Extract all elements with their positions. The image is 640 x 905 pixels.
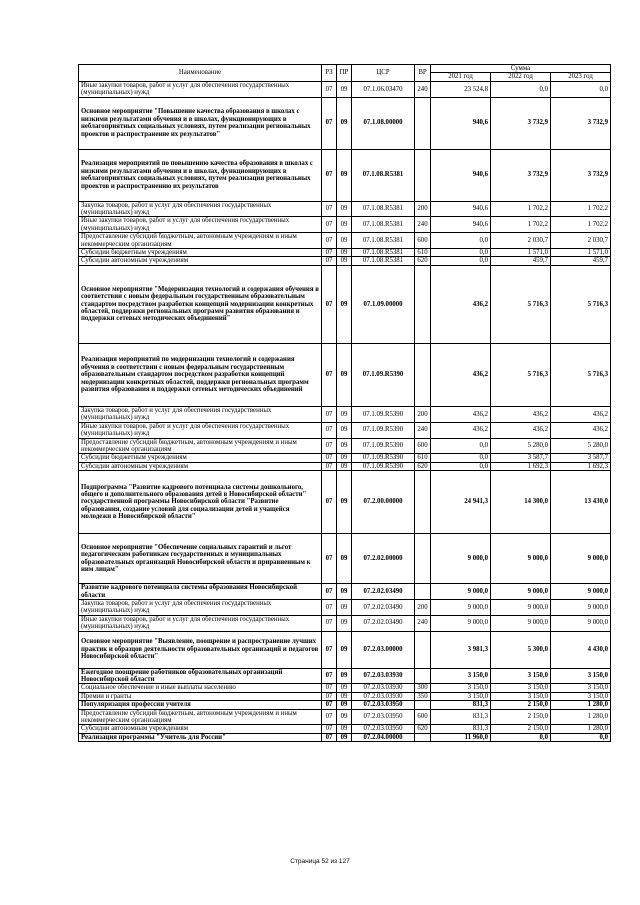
table-row [79, 422, 611, 438]
row-vr: 600 [415, 438, 431, 454]
header-year-2023: 2023 год [551, 73, 611, 81]
row-sum-2023: 5 716,3 [551, 265, 611, 343]
row-csr: 07.2.03.03930 [352, 692, 415, 700]
row-pr: 09 [337, 725, 352, 733]
row-sum-2022: 2 150,0 [491, 725, 551, 733]
table-row [79, 462, 611, 470]
row-csr: 07.1.06.03470 [352, 81, 415, 97]
row-vr [415, 265, 431, 343]
row-vr: 610 [415, 249, 431, 257]
row-sum-2021: 436,2 [431, 265, 491, 343]
row-name: Ежегодное поощрение работников образовательных организаций Новосибирской области [79, 668, 322, 684]
row-vr: 600 [415, 233, 431, 249]
table-row [79, 233, 611, 249]
table-row [79, 709, 611, 725]
row-pr: 09 [337, 257, 352, 265]
budget-table [78, 64, 611, 742]
row-sum-2023: 4 430,0 [551, 631, 611, 668]
row-sum-2022: 5 716,3 [491, 265, 551, 343]
row-vr: 200 [415, 406, 431, 422]
row-csr: 07.2.03.03930 [352, 684, 415, 692]
row-pr: 09 [337, 422, 352, 438]
row-sum-2023: 9 000,0 [551, 599, 611, 615]
row-csr: 07.2.02.00000 [352, 534, 415, 584]
row-pr: 09 [337, 201, 352, 217]
row-sum-2021: 0,0 [431, 454, 491, 462]
row-csr: 07.2.03.03930 [352, 668, 415, 684]
row-rz: 07 [322, 438, 337, 454]
row-vr: 240 [415, 615, 431, 631]
row-name: Основное мероприятие "Повышение качества образования в школах с низкими результатами обучения и в школах, функционирующих в неблагоприятных социальных условиях, путем реализации региональных проектов и распространение их результатов" [79, 97, 322, 149]
table-row [79, 201, 611, 217]
row-vr [415, 733, 431, 741]
row-name: Субсидии бюджетным учреждениям [79, 454, 322, 462]
table-row [79, 733, 611, 741]
row-sum-2022: 436,2 [491, 406, 551, 422]
row-rz: 07 [322, 343, 337, 406]
table-row [79, 725, 611, 733]
row-sum-2023: 0,0 [551, 81, 611, 97]
row-vr [415, 701, 431, 709]
row-sum-2022: 1 702,2 [491, 217, 551, 233]
row-name: Субсидии бюджетным учреждениям [79, 249, 322, 257]
row-vr [415, 343, 431, 406]
row-vr [415, 631, 431, 668]
table-row [79, 471, 611, 534]
row-sum-2021: 3 150,0 [431, 684, 491, 692]
row-vr: 300 [415, 684, 431, 692]
row-sum-2023: 1 702,2 [551, 201, 611, 217]
page-number: Страница 52 из 127 [290, 858, 350, 865]
row-name: Реализация мероприятий по повышению качества образования в школах с низкими результатами обучения и в школах, функционирующих в неблагоприятных социальных условиях, путем реализации региональных проектов и распространению их результатов [79, 149, 322, 201]
row-sum-2021: 3 981,3 [431, 631, 491, 668]
row-csr: 07.1.09.R5390 [352, 343, 415, 406]
row-rz: 07 [322, 201, 337, 217]
table-row [79, 81, 611, 97]
row-sum-2022: 3 732,9 [491, 97, 551, 149]
row-pr: 09 [337, 471, 352, 534]
row-name: Основное мероприятие "Выявление, поощрение и распространение лучших практик и образцов деятельности образовательных организаций и педагогов Новосибирской области" [79, 631, 322, 668]
row-rz: 07 [322, 249, 337, 257]
row-csr: 07.1.09.R5390 [352, 454, 415, 462]
row-pr: 09 [337, 701, 352, 709]
row-sum-2023: 459,7 [551, 257, 611, 265]
row-sum-2022: 3 732,9 [491, 149, 551, 201]
row-sum-2022: 1 692,3 [491, 462, 551, 470]
row-csr: 07.2.02.03490 [352, 599, 415, 615]
row-csr: 07.1.09.R5390 [352, 406, 415, 422]
row-sum-2023: 1 280,0 [551, 709, 611, 725]
row-sum-2021: 23 524,8 [431, 81, 491, 97]
row-sum-2021: 436,2 [431, 422, 491, 438]
row-rz: 07 [322, 406, 337, 422]
row-vr: 200 [415, 201, 431, 217]
row-csr: 07.2.02.03490 [352, 615, 415, 631]
table-row [79, 584, 611, 600]
row-pr: 09 [337, 233, 352, 249]
table-row [79, 265, 611, 343]
row-sum-2022: 9 000,0 [491, 534, 551, 584]
row-rz: 07 [322, 471, 337, 534]
row-sum-2023: 3 587,7 [551, 454, 611, 462]
row-sum-2023: 13 430,0 [551, 471, 611, 534]
row-csr: 07.1.08.R5381 [352, 233, 415, 249]
row-sum-2021: 3 150,0 [431, 692, 491, 700]
row-rz: 07 [322, 81, 337, 97]
row-pr: 09 [337, 692, 352, 700]
row-pr: 09 [337, 249, 352, 257]
row-pr: 09 [337, 668, 352, 684]
row-rz: 07 [322, 97, 337, 149]
header-csr: ЦСР [352, 65, 415, 82]
row-sum-2022: 3 150,0 [491, 668, 551, 684]
row-rz: 07 [322, 599, 337, 615]
header-pr: ПР [337, 65, 352, 82]
row-sum-2023: 436,2 [551, 406, 611, 422]
row-vr: 240 [415, 217, 431, 233]
row-sum-2023: 1 702,2 [551, 217, 611, 233]
row-name: Закупка товаров, работ и услуг для обеспечения государственных (муниципальных) нужд [79, 406, 322, 422]
row-sum-2023: 3 150,0 [551, 668, 611, 684]
row-vr: 240 [415, 422, 431, 438]
table-row [79, 438, 611, 454]
row-sum-2021: 0,0 [431, 438, 491, 454]
row-sum-2022: 2 030,7 [491, 233, 551, 249]
row-pr: 09 [337, 265, 352, 343]
row-sum-2023: 1 692,3 [551, 462, 611, 470]
row-rz: 07 [322, 462, 337, 470]
row-sum-2021: 11 960,0 [431, 733, 491, 741]
row-rz: 07 [322, 217, 337, 233]
row-vr: 620 [415, 462, 431, 470]
row-sum-2022: 14 300,0 [491, 471, 551, 534]
header-sum: Сумма [431, 65, 611, 73]
row-sum-2021: 3 150,0 [431, 668, 491, 684]
row-sum-2021: 436,2 [431, 343, 491, 406]
row-name: Субсидии автономным учреждениям [79, 725, 322, 733]
row-pr: 09 [337, 684, 352, 692]
table-row [79, 692, 611, 700]
row-pr: 09 [337, 534, 352, 584]
row-csr: 07.2.03.03950 [352, 701, 415, 709]
row-csr: 07.1.09.00000 [352, 265, 415, 343]
row-pr: 09 [337, 584, 352, 600]
row-sum-2023: 5 280,0 [551, 438, 611, 454]
row-sum-2021: 9 000,0 [431, 615, 491, 631]
row-sum-2021: 24 941,3 [431, 471, 491, 534]
row-vr: 600 [415, 709, 431, 725]
row-pr: 09 [337, 615, 352, 631]
row-sum-2023: 1 280,0 [551, 701, 611, 709]
row-sum-2022: 9 000,0 [491, 615, 551, 631]
row-name: Популяризация профессии учителя [79, 701, 322, 709]
row-vr: 610 [415, 454, 431, 462]
row-pr: 09 [337, 217, 352, 233]
row-csr: 07.1.08.R5381 [352, 201, 415, 217]
row-sum-2023: 3 150,0 [551, 684, 611, 692]
row-sum-2022: 436,2 [491, 422, 551, 438]
row-name: Подпрограмма "Развитие кадрового потенциала системы дошкольного, общего и дополнительного образования детей в Новосибирской области" государственной программы Новосибирской области "Развитие образования, создание условий для социализации детей и учащейся молодежи в Новосибирской области" [79, 471, 322, 534]
row-rz: 07 [322, 584, 337, 600]
row-vr [415, 149, 431, 201]
row-vr [415, 584, 431, 600]
row-csr: 07.1.08.R5381 [352, 149, 415, 201]
row-rz: 07 [322, 684, 337, 692]
row-vr [415, 534, 431, 584]
row-rz: 07 [322, 725, 337, 733]
row-sum-2022: 5 280,0 [491, 438, 551, 454]
row-csr: 07.2.00.00000 [352, 471, 415, 534]
row-csr: 07.1.08.R5381 [352, 257, 415, 265]
row-pr: 09 [337, 631, 352, 668]
row-pr: 09 [337, 438, 352, 454]
row-vr: 620 [415, 725, 431, 733]
row-rz: 07 [322, 733, 337, 741]
row-name: Закупка товаров, работ и услуг для обеспечения государственных (муниципальных) нужд [79, 201, 322, 217]
row-name: Закупка товаров, работ и услуг для обеспечения государственных (муниципальных) нужд [79, 599, 322, 615]
row-rz: 07 [322, 454, 337, 462]
row-rz: 07 [322, 422, 337, 438]
row-sum-2022: 1 702,2 [491, 201, 551, 217]
row-rz: 07 [322, 615, 337, 631]
table-row [79, 534, 611, 584]
row-pr: 09 [337, 97, 352, 149]
row-name: Иные закупки товаров, работ и услуг для обеспечения государственных (муниципальных) нужд [79, 217, 322, 233]
row-rz: 07 [322, 701, 337, 709]
header-year-2022: 2022 год [491, 73, 551, 81]
table-row [79, 406, 611, 422]
row-pr: 09 [337, 462, 352, 470]
row-vr: 350 [415, 692, 431, 700]
row-rz: 07 [322, 631, 337, 668]
row-sum-2023: 9 000,0 [551, 615, 611, 631]
table-row [79, 668, 611, 684]
row-sum-2023: 3 732,9 [551, 97, 611, 149]
row-name: Предоставление субсидий бюджетным, автономным учреждениям и иным некоммерческим организациям [79, 233, 322, 249]
row-csr: 07.1.09.R5390 [352, 462, 415, 470]
row-sum-2022: 5 716,3 [491, 343, 551, 406]
row-name: Субсидии автономным учреждениям [79, 462, 322, 470]
row-sum-2021: 940,6 [431, 149, 491, 201]
row-sum-2021: 831,3 [431, 725, 491, 733]
row-name: Социальное обеспечение и иные выплаты населению [79, 684, 322, 692]
row-name: Премии и гранты [79, 692, 322, 700]
row-sum-2023: 1 280,0 [551, 725, 611, 733]
row-sum-2021: 940,6 [431, 217, 491, 233]
row-name: Реализация программы "Учитель для России" [79, 733, 322, 741]
row-csr: 07.2.04.00000 [352, 733, 415, 741]
row-sum-2021: 9 000,0 [431, 584, 491, 600]
row-sum-2023: 9 000,0 [551, 534, 611, 584]
row-sum-2023: 3 150,0 [551, 692, 611, 700]
row-vr [415, 668, 431, 684]
row-name: Иные закупки товаров, работ и услуг для обеспечения государственных (муниципальных) нужд [79, 615, 322, 631]
header-year-2021: 2021 год [431, 73, 491, 81]
row-sum-2021: 831,3 [431, 701, 491, 709]
row-vr: 240 [415, 81, 431, 97]
row-csr: 07.1.09.R5390 [352, 422, 415, 438]
row-rz: 07 [322, 233, 337, 249]
table-row [79, 701, 611, 709]
row-sum-2022: 3 587,7 [491, 454, 551, 462]
table-row [79, 257, 611, 265]
row-vr [415, 471, 431, 534]
row-sum-2022: 0,0 [491, 733, 551, 741]
row-sum-2021: 940,6 [431, 201, 491, 217]
row-sum-2021: 436,2 [431, 406, 491, 422]
row-name: Иные закупки товаров, работ и услуг для обеспечения государственных (муниципальных) нужд [79, 81, 322, 97]
row-sum-2022: 9 000,0 [491, 584, 551, 600]
row-name: Предоставление субсидий бюджетным, автономным учреждениям и иным некоммерческим организациям [79, 438, 322, 454]
row-sum-2021: 0,0 [431, 249, 491, 257]
row-rz: 07 [322, 709, 337, 725]
row-sum-2022: 1 571,0 [491, 249, 551, 257]
row-pr: 09 [337, 81, 352, 97]
row-sum-2022: 9 000,0 [491, 599, 551, 615]
row-sum-2023: 0,0 [551, 733, 611, 741]
row-sum-2021: 9 000,0 [431, 599, 491, 615]
row-rz: 07 [322, 257, 337, 265]
row-pr: 09 [337, 733, 352, 741]
row-rz: 07 [322, 692, 337, 700]
row-sum-2023: 3 732,9 [551, 149, 611, 201]
row-pr: 09 [337, 709, 352, 725]
row-csr: 07.1.08.R5381 [352, 249, 415, 257]
row-csr: 07.1.08.00000 [352, 97, 415, 149]
row-csr: 07.1.08.R5381 [352, 217, 415, 233]
row-vr: 620 [415, 257, 431, 265]
row-rz: 07 [322, 265, 337, 343]
row-sum-2023: 2 030,7 [551, 233, 611, 249]
row-sum-2022: 5 300,0 [491, 631, 551, 668]
row-sum-2023: 436,2 [551, 422, 611, 438]
row-name: Реализация мероприятий по модернизации технологий и содержания обучения в соответствии с новым федеральным государственным образовательным стандартом посредством разработки концепций модернизации конкретных областей, поддержки региональных программ развития образования и поддержки сетевых методических объединений [79, 343, 322, 406]
table-row [79, 97, 611, 149]
row-sum-2021: 0,0 [431, 462, 491, 470]
row-csr: 07.2.02.03490 [352, 584, 415, 600]
row-vr: 200 [415, 599, 431, 615]
table-row [79, 249, 611, 257]
row-name: Развитие кадрового потенциала системы образования Новосибирской области [79, 584, 322, 600]
row-sum-2022: 3 150,0 [491, 684, 551, 692]
header-rz: РЗ [322, 65, 337, 82]
row-sum-2022: 2 150,0 [491, 709, 551, 725]
table-row [79, 149, 611, 201]
row-pr: 09 [337, 454, 352, 462]
row-sum-2021: 831,3 [431, 709, 491, 725]
row-rz: 07 [322, 534, 337, 584]
header-name: Наименование [79, 65, 322, 82]
table-row [79, 684, 611, 692]
row-pr: 09 [337, 406, 352, 422]
row-rz: 07 [322, 668, 337, 684]
row-vr [415, 97, 431, 149]
row-sum-2022: 459,7 [491, 257, 551, 265]
row-name: Иные закупки товаров, работ и услуг для обеспечения государственных (муниципальных) нужд [79, 422, 322, 438]
row-pr: 09 [337, 343, 352, 406]
row-pr: 09 [337, 149, 352, 201]
row-sum-2022: 3 150,0 [491, 692, 551, 700]
row-sum-2021: 9 000,0 [431, 534, 491, 584]
row-csr: 07.2.03.00000 [352, 631, 415, 668]
row-name: Основное мероприятие "Модернизация технологий и содержания обучения в соответствии с новым федеральным государственным образовательным стандартом посредством разработки концепций модернизации конкретных областей, поддержки региональных программ развития образования и поддержки сетевых методических объединений" [79, 265, 322, 343]
row-sum-2023: 9 000,0 [551, 584, 611, 600]
row-sum-2022: 2 150,0 [491, 701, 551, 709]
row-pr: 09 [337, 599, 352, 615]
row-sum-2021: 940,6 [431, 97, 491, 149]
row-rz: 07 [322, 149, 337, 201]
row-sum-2023: 5 716,3 [551, 343, 611, 406]
row-name: Субсидии автономным учреждениям [79, 257, 322, 265]
table-row [79, 631, 611, 668]
header-vr: ВР [415, 65, 431, 82]
table-row [79, 454, 611, 462]
row-name: Основное мероприятие "Обеспечение социальных гарантий и льгот педагогическим работникам государственных и муниципальных образовательных организаций Новосибирской области и приравненным к ним лицам" [79, 534, 322, 584]
row-csr: 07.1.09.R5390 [352, 438, 415, 454]
table-row [79, 343, 611, 406]
row-csr: 07.2.03.03950 [352, 709, 415, 725]
row-sum-2021: 0,0 [431, 233, 491, 249]
row-name: Предоставление субсидий бюджетным, автономным учреждениям и иным некоммерческим организациям [79, 709, 322, 725]
table-row [79, 217, 611, 233]
table-row [79, 615, 611, 631]
table-row [79, 599, 611, 615]
row-csr: 07.2.03.03950 [352, 725, 415, 733]
row-sum-2023: 1 571,0 [551, 249, 611, 257]
row-sum-2022: 0,0 [491, 81, 551, 97]
row-sum-2021: 0,0 [431, 257, 491, 265]
